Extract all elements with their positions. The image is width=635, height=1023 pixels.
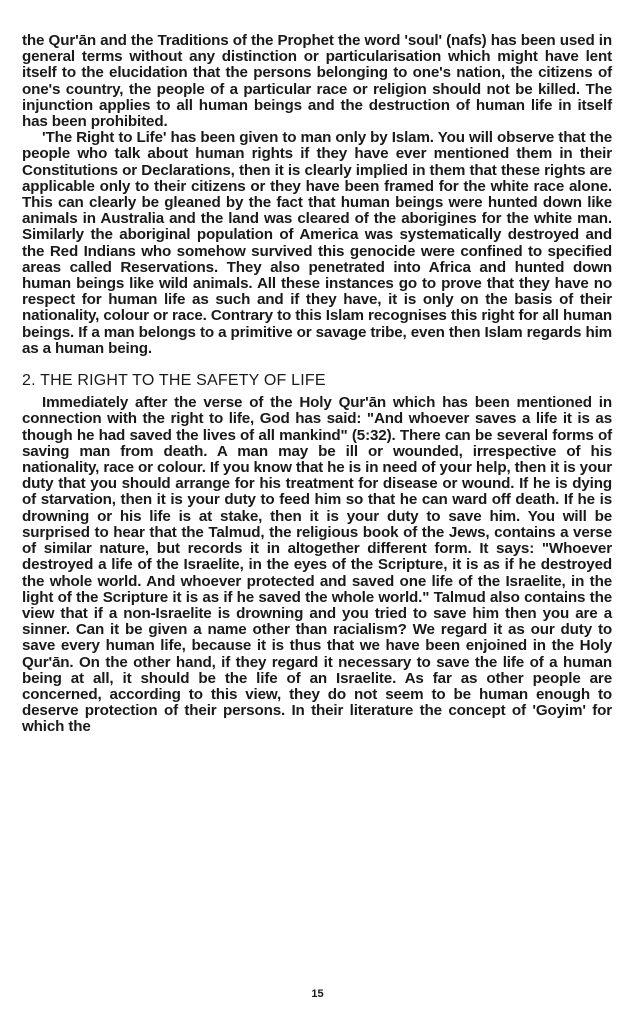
- page-body: [22, 33, 612, 736]
- page-number: 15: [311, 988, 324, 1000]
- paragraph-right-to-life: 'The Right to Life' has been given to man only by Islam. You will observe that the people who talk about human rights if they have ever mentioned them in their Constitutions or Declarations, then it is clearly implied in them that these rights are applicable only to their citizens or they have been framed for the white race alone. This can clearly be gleaned by the fact that human beings were hunted down like animals in Australia and the land was cleared of the aborigines for the white man. Similarly the aboriginal population of America was systematically destroyed and the Red Indians who somehow survived this genocide were confined to specified areas called Reservations. They also penetrated into Africa and hunted down human beings like wild animals. All these instances go to prove that they have no respect for human life as such and if they have, it is only on the basis of their nationality, colour or race. Contrary to this Islam recognises this right for all human beings. If a man belongs to a primitive or savage tribe, even then Islam regards him as a human being.: [22, 129, 612, 357]
- section-heading: 2. THE RIGHT TO THE SAFETY OF LIFE: [22, 372, 326, 390]
- paragraph-soul-nafs: the Qur'ān and the Traditions of the Prophet the word 'soul' (nafs) has been used in general terms without any distinction or particularisation which might have lent itself to the elucidation that the persons belonging to one's nation, the citizens of one's country, the people of a particular race or religion should not be killed. The injunction applies to all human beings and the destruction of human life in itself has been prohibited.: [22, 32, 612, 131]
- paragraph-safety-of-life: Immediately after the verse of the Holy Qur'ān which has been mentioned in connection with the right to life, God has said: "And whoever saves a life it is as though he had saved the lives of all mankind" (5:32). There can be several forms of saving man from death. A man may be ill or wounded, irrespective of his nationality, race or colour. If you know that he is in need of your help, then it is your duty that you should arrange for his treatment for disease or wound. If he is dying of starvation, then it is your duty to feed him so that he can ward off death. If he is drowning or his life is at stake, then it is your duty to save him. You will be surprised to hear that the Talmud, the religious book of the Jews, contains a verse of similar nature, but records it in altogether different form. It says: "Whoever destroyed a life of the Israelite, in the eyes of the Scripture, it is as if he destroyed the whole world. And whoever protected and saved one life of the Israelite, in the light of the Scripture it is as if he saved the whole world." Talmud also contains the view that if a non-Israelite is drowning and you tried to save him then you are a sinner. Can it be given a name other than racialism? We regard it as our duty to save every human life, because it is thus that we have been enjoined in the Holy Qur'ān. On the other hand, if they regard it necessary to save the life of a human being at all, it should be the life of an Israelite. As far as other people are concerned, according to this view, they do not seem to be human enough to deserve protection of their persons. In their literature the concept of 'Goyim' for which the: [22, 394, 612, 736]
